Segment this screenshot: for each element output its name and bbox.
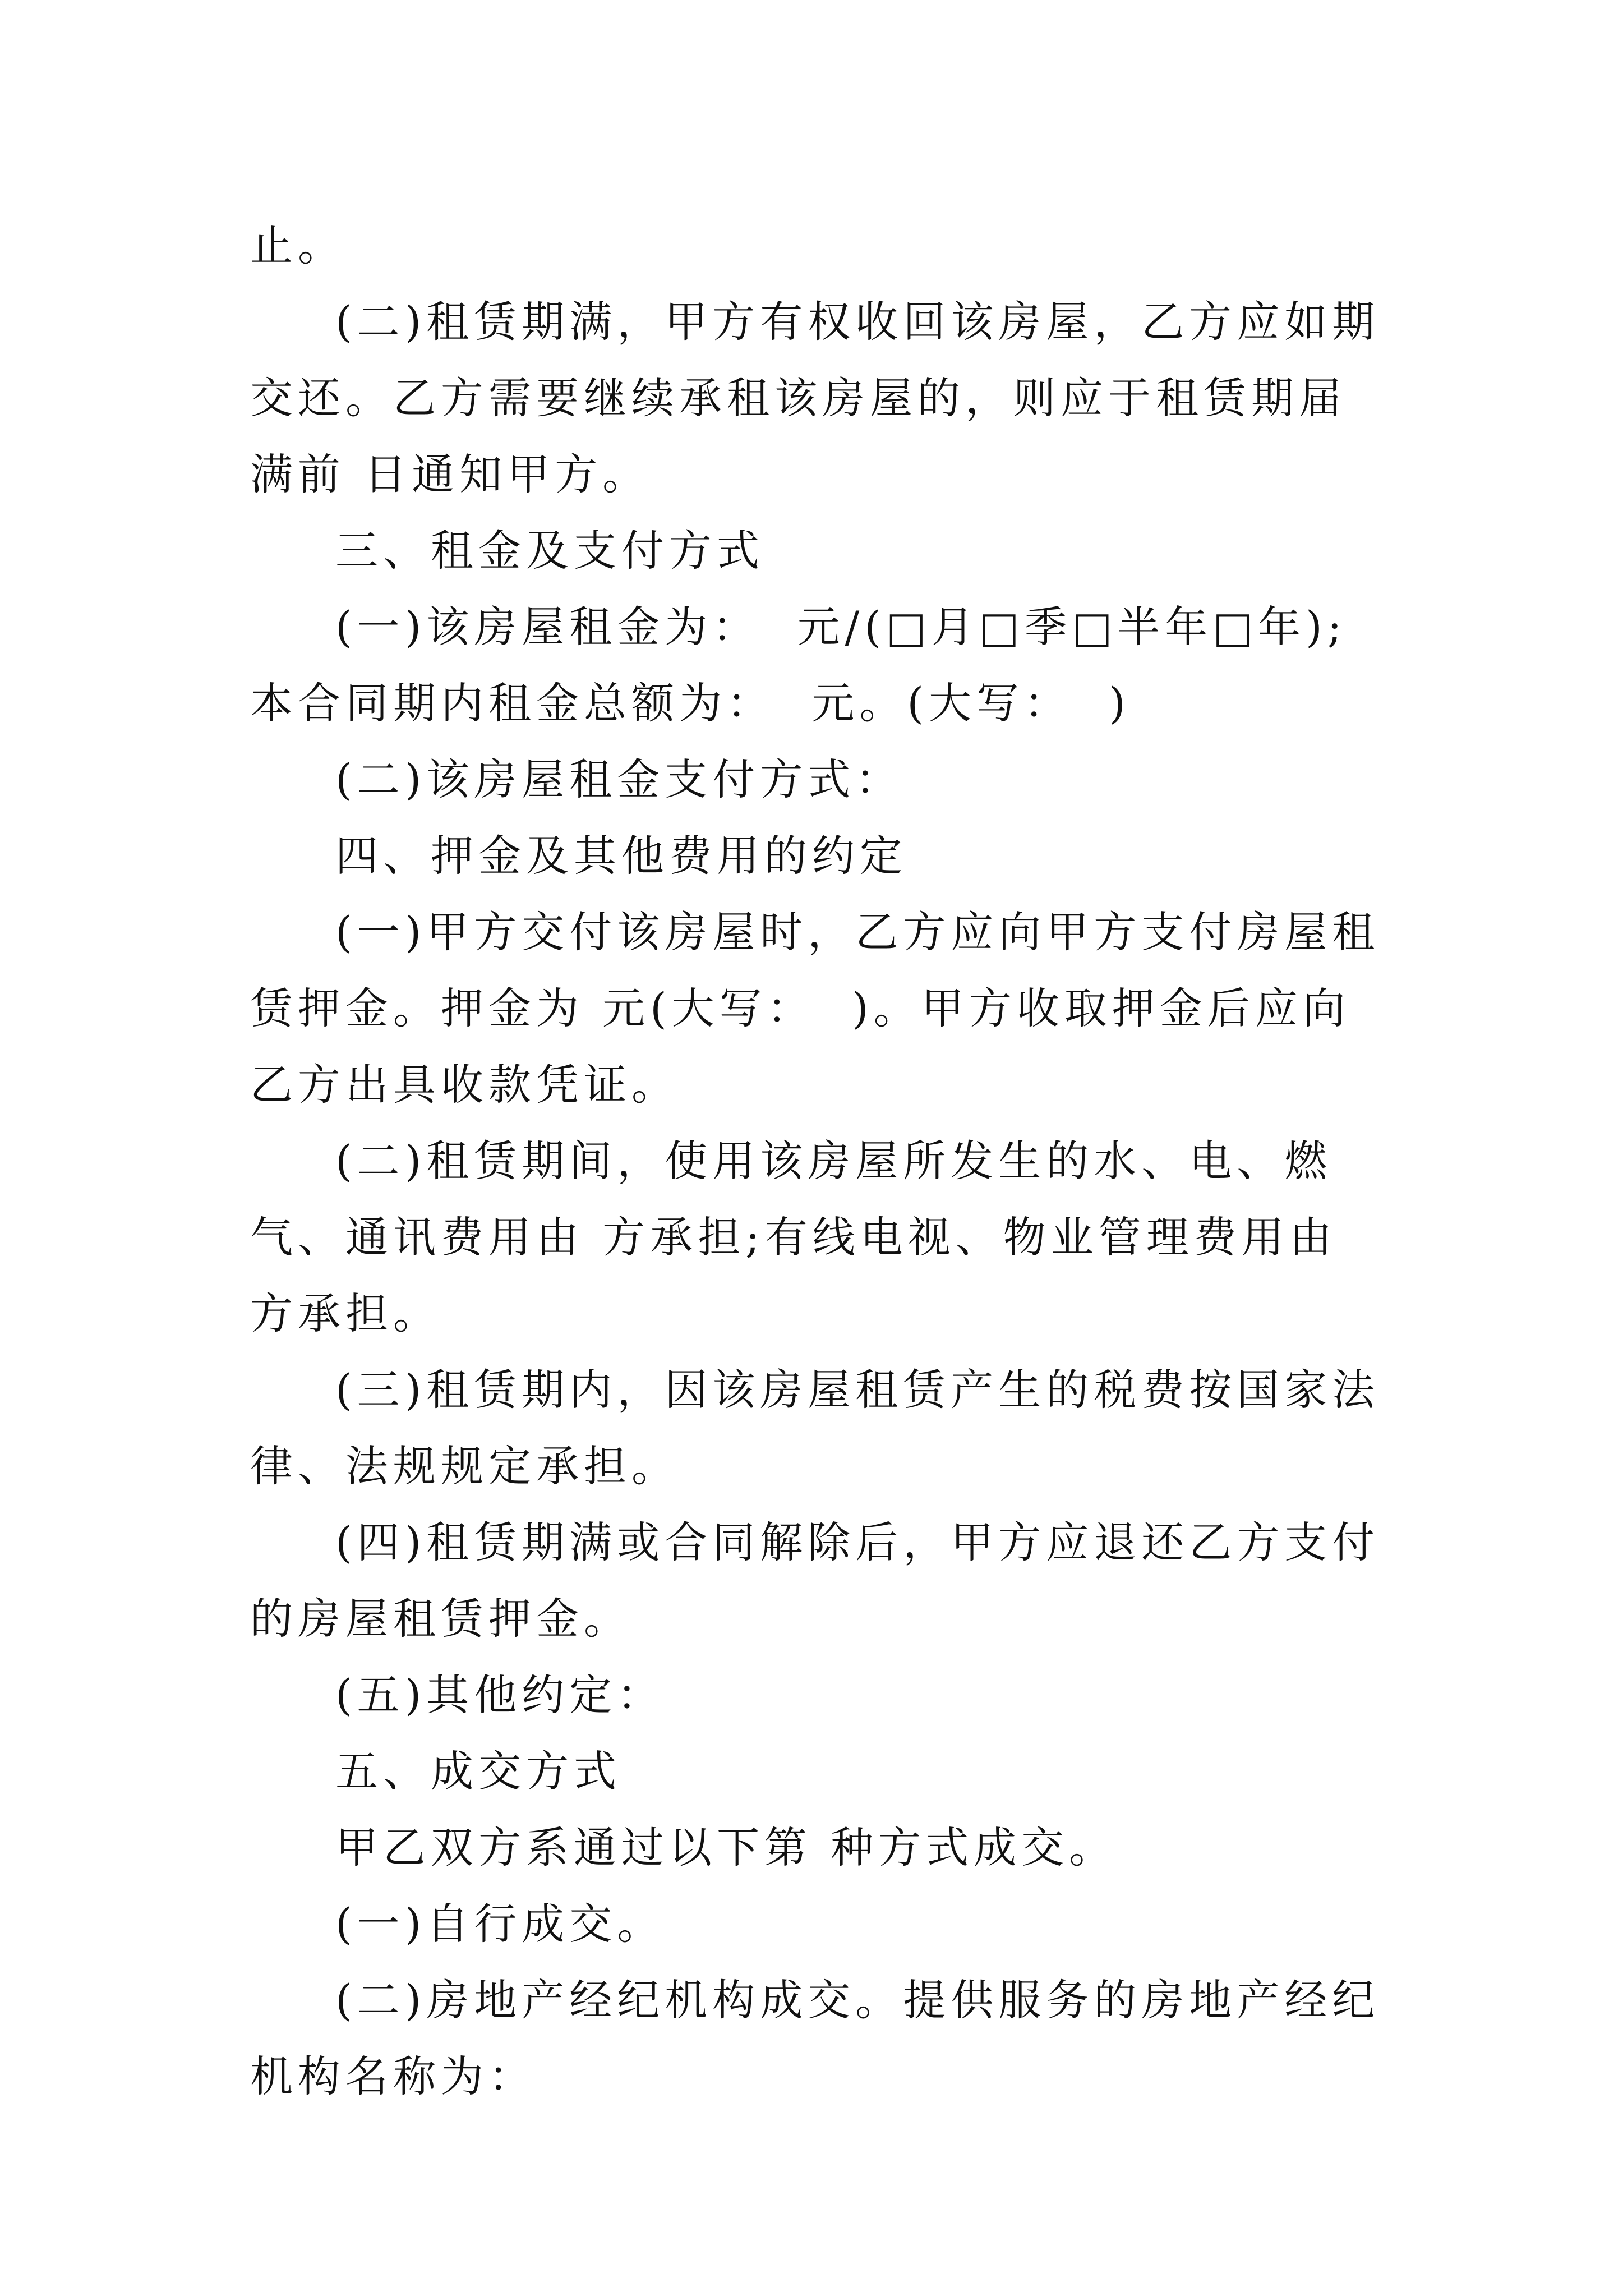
paragraph-taxes: (三)租赁期内，因该房屋租赁产生的税费按国家法律、法规规定承担。 — [250, 1365, 1380, 1491]
document-body — [250, 208, 1389, 2115]
paragraph-other-terms: (五)其他约定： — [335, 1670, 665, 1720]
section-heading-deposit: 四、押金及其他费用的约定 — [335, 831, 907, 881]
paragraph-lease-expiry: (二)租赁期满，甲方有权收回该房屋，乙方应如期交还。乙方需要继续承租该房屋的，则应于租赁期届满前 日通知甲方。 — [250, 297, 1380, 499]
paragraph-deposit: (一)甲方交付该房屋时，乙方应向甲方支付房屋租赁押金。押金为 元(大写： )。甲方收取押金后应向乙方出具收款凭证。 — [250, 907, 1380, 1110]
section-heading-rent: 三、租金及支付方式 — [335, 526, 764, 576]
paragraph-continuation: 止。 — [250, 220, 345, 270]
paragraph-utilities: (二)租赁期间，使用该房屋所发生的水、电、燃气、通讯费用由 方承担;有线电视、物业管理费用由 方承担。 — [250, 1136, 1355, 1338]
paragraph-rent-payment-method: (二)该房屋租金支付方式： — [335, 754, 903, 804]
paragraph-transaction-method: 甲乙双方系通过以下第 种方式成交。 — [335, 1823, 1117, 1872]
paragraph-self-transaction: (一)自行成交。 — [335, 1899, 665, 1949]
paragraph-agency-transaction: (二)房地产经纪机构成交。提供服务的房地产经纪机构名称为： — [250, 1975, 1380, 2101]
section-heading-transaction: 五、成交方式 — [335, 1746, 621, 1796]
paragraph-deposit-refund: (四)租赁期满或合同解除后，甲方应退还乙方支付的房屋租赁押金。 — [250, 1517, 1380, 1644]
paragraph-rent-amount: (一)该房屋租金为： 元/(□月□季□半年□年);本合同期内租金总额为： 元。(大写： ) — [250, 602, 1347, 728]
